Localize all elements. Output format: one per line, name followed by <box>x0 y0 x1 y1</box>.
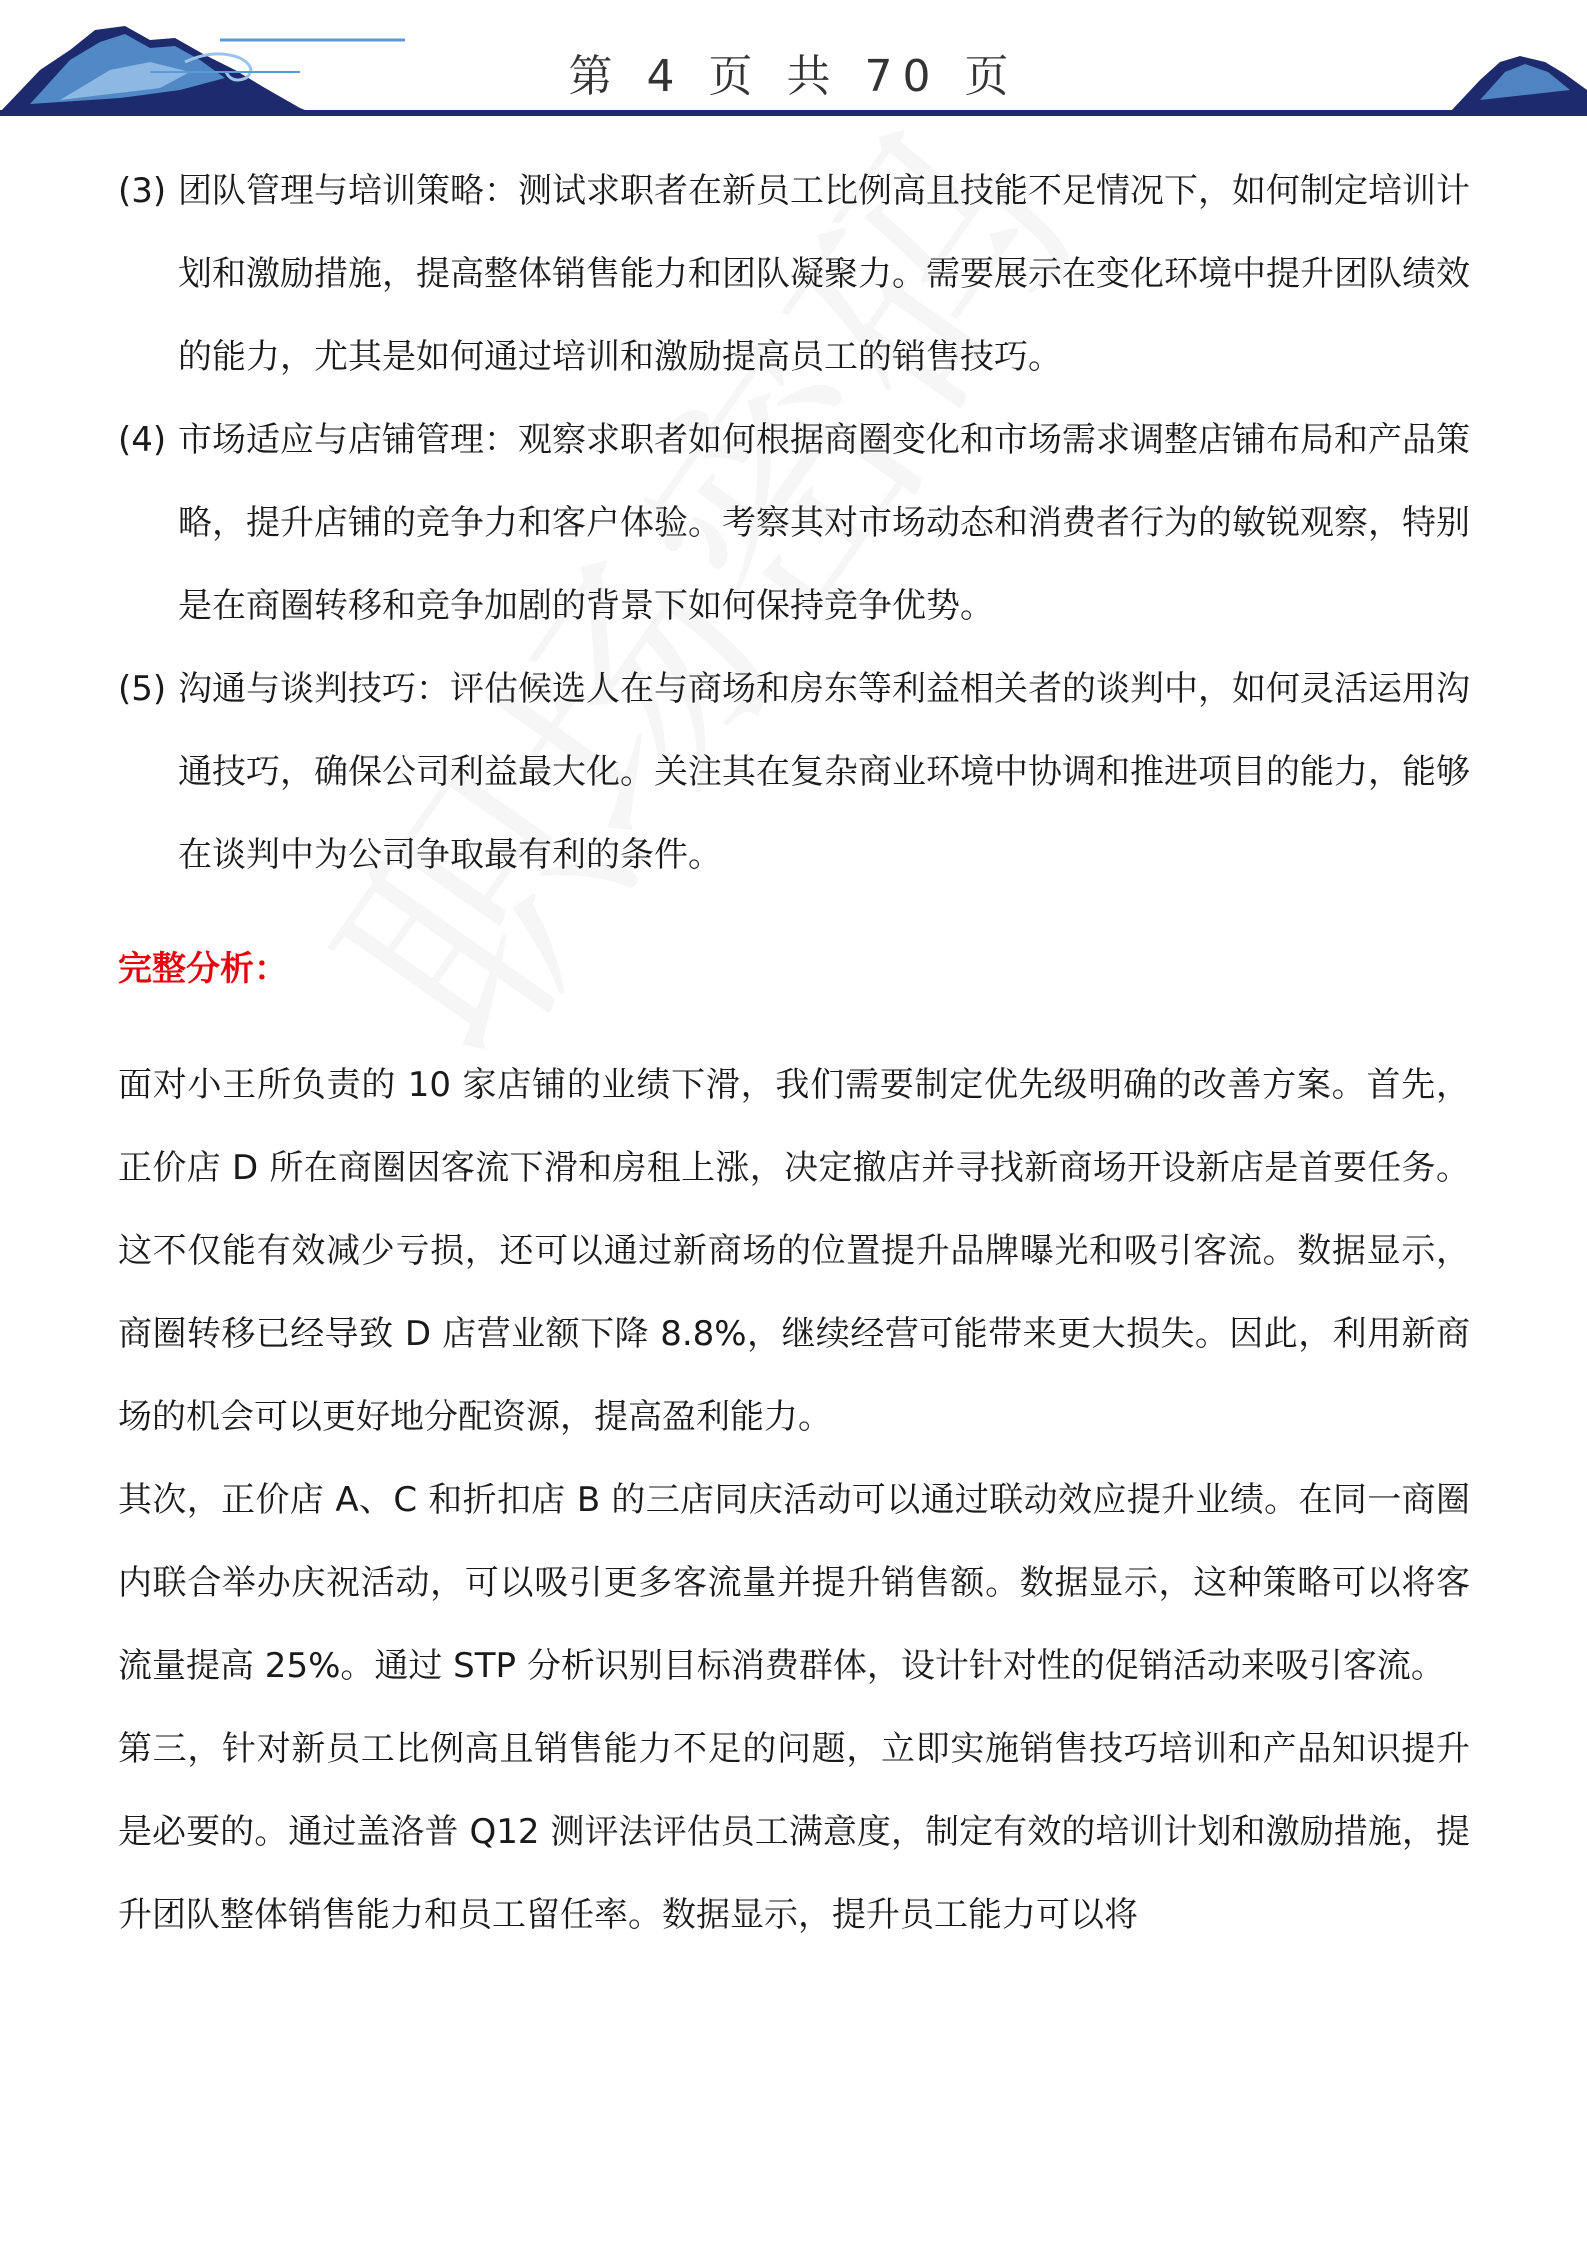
item-number: (3) <box>118 171 167 211</box>
page-header <box>0 0 1587 125</box>
paragraph: 面对小王所负责的 10 家店铺的业绩下滑，我们需要制定优先级明确的改善方案。首先，正价店 D 所在商圈因客流下滑和房租上涨，决定撤店并寻找新商场开设新店是首要任务。这不仅能有效减少亏损，还可以通过新商场的位置提升品牌曝光和吸引客流。数据显示，商圈转移已经导致 D 店营业额下降 8.8%，继续经营可能带来更大损失。因此，利用新商场的机会可以更好地分配资源，提高盈利能力。 <box>118 1065 1470 1437</box>
list-item <box>118 648 1470 897</box>
item-text: 团队管理与培训策略：测试求职者在新员工比例高且技能不足情况下，如何制定培训计划和激励措施，提高整体销售能力和团队凝聚力。需要展示在变化环境中提升团队绩效的能力，尤其是如何通过培训和激励提高员工的销售技巧。 <box>178 171 1470 377</box>
section-title: 完整分析： <box>118 949 288 989</box>
paragraph: 其次，正价店 A、C 和折扣店 B 的三店同庆活动可以通过联动效应提升业绩。在同一商圈内联合举办庆祝活动，可以吸引更多客流量并提升销售额。数据显示，这种策略可以将客流量提高 25%。通过 STP 分析识别目标消费群体，设计针对性的促销活动来吸引客流。 <box>118 1480 1470 1686</box>
list-item <box>118 399 1470 648</box>
item-number: (5) <box>118 669 167 709</box>
document-body <box>118 150 1470 1957</box>
item-text: 市场适应与店铺管理：观察求职者如何根据商圈变化和市场需求调整店铺布局和产品策略，提升店铺的竞争力和客户体验。考察其对市场动态和消费者行为的敏锐观察，特别是在商圈转移和竞争加剧的背景下如何保持竞争优势。 <box>178 420 1470 626</box>
page-number: 第 4 页 共 70 页 <box>568 51 1019 102</box>
item-number: (4) <box>118 420 167 460</box>
list-item <box>118 150 1470 399</box>
paragraph: 第三，针对新员工比例高且销售能力不足的问题，立即实施销售技巧培训和产品知识提升是必要的。通过盖洛普 Q12 测评法评估员工满意度，制定有效的培训计划和激励措施，提升团队整体销售能力和员工留任率。数据显示，提升员工能力可以将 <box>118 1729 1470 1935</box>
item-text: 沟通与谈判技巧：评估候选人在与商场和房东等利益相关者的谈判中，如何灵活运用沟通技巧，确保公司利益最大化。关注其在复杂商业环境中协调和推进项目的能力，能够在谈判中为公司争取最有利的条件。 <box>178 669 1470 875</box>
